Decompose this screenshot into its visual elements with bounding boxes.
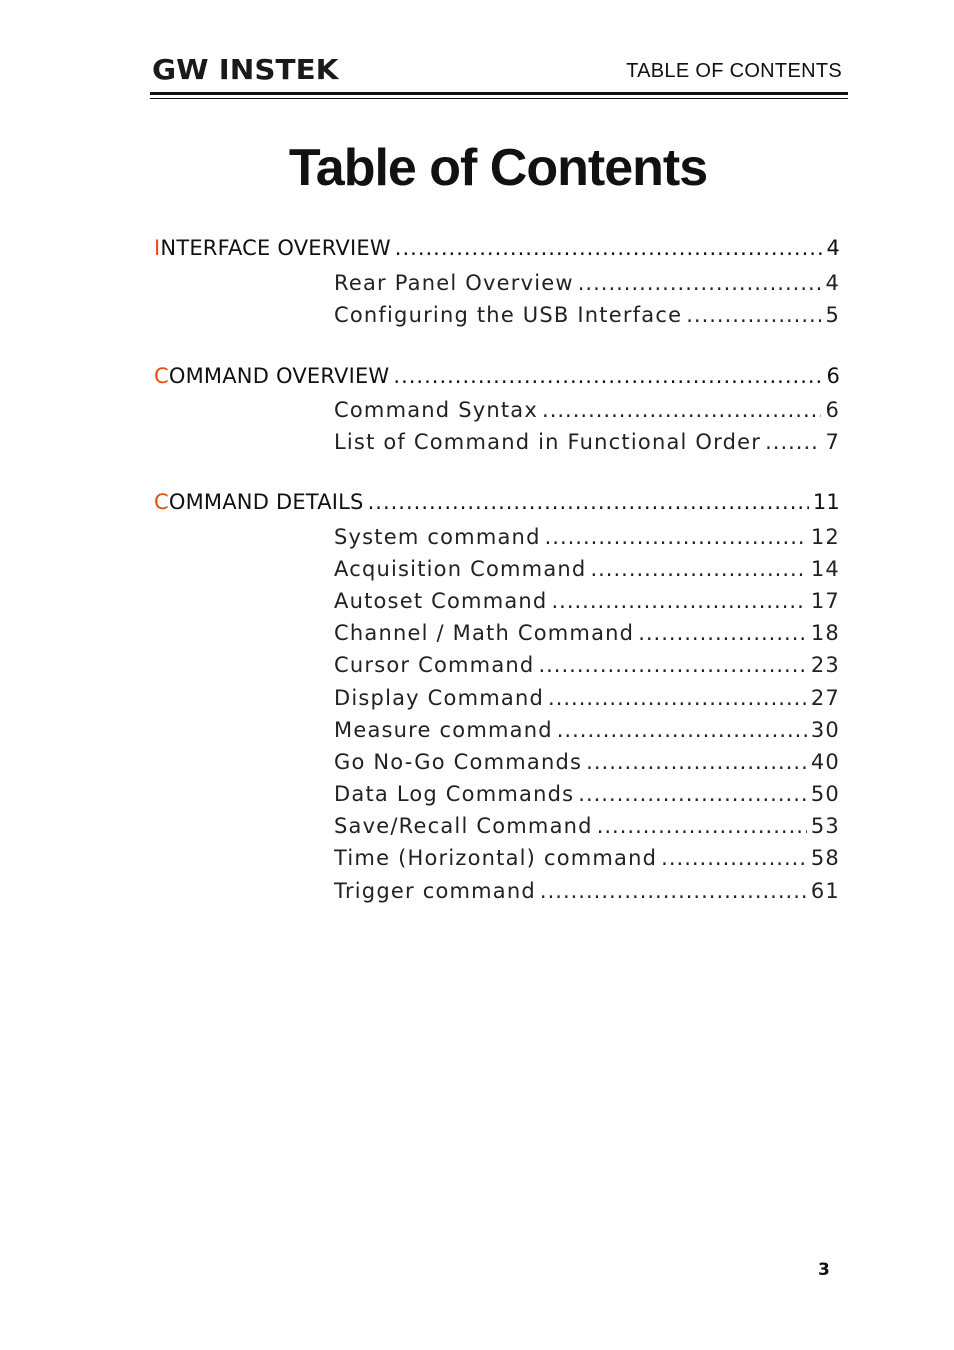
- item-label: Rear Panel Overview: [334, 271, 574, 295]
- item-page: 40: [810, 750, 840, 774]
- toc-item[interactable]: [334, 271, 840, 295]
- section-rest: OMMAND OVERVIEW: [168, 364, 390, 388]
- dot-leader: [765, 430, 821, 454]
- toc-item[interactable]: [334, 398, 840, 422]
- section-page: 6: [826, 364, 840, 388]
- item-page: 17: [810, 589, 840, 613]
- section-page: 11: [812, 490, 840, 514]
- toc-item[interactable]: [334, 814, 840, 838]
- toc-item[interactable]: [334, 782, 840, 806]
- toc-item[interactable]: [334, 750, 840, 774]
- item-label: Data Log Commands: [334, 782, 575, 806]
- toc-item[interactable]: [334, 653, 840, 677]
- item-page: 6: [825, 398, 840, 422]
- section-initial: I: [154, 236, 161, 260]
- page-number: 3: [818, 1260, 830, 1280]
- dot-leader: [578, 271, 822, 295]
- dot-leader: [638, 621, 807, 645]
- item-page: 12: [810, 525, 840, 549]
- section-page: 4: [826, 236, 840, 260]
- dot-leader: [538, 653, 806, 677]
- item-page: 23: [810, 653, 840, 677]
- dot-leader: [686, 303, 821, 327]
- section-initial: C: [154, 490, 169, 514]
- item-label: Command Syntax: [334, 398, 539, 422]
- gw-instek-logo: GW INSTEK: [152, 53, 339, 86]
- toc-section-command-details[interactable]: [154, 490, 840, 514]
- item-page: 61: [810, 879, 840, 903]
- item-page: 27: [810, 686, 840, 710]
- item-page: 7: [825, 430, 840, 454]
- item-page: 4: [825, 271, 840, 295]
- toc-item[interactable]: [334, 525, 840, 549]
- toc-item[interactable]: [334, 589, 840, 613]
- item-label: Measure command: [334, 718, 553, 742]
- item-label: Display Command: [334, 686, 545, 710]
- item-page: 53: [810, 814, 840, 838]
- item-page: 14: [810, 557, 840, 581]
- running-header: TABLE OF CONTENTS: [626, 60, 842, 82]
- toc-section-interface-overview[interactable]: [154, 236, 840, 260]
- item-label: Configuring the USB Interface: [334, 303, 683, 327]
- dot-leader: [590, 557, 806, 581]
- item-page: 5: [825, 303, 840, 327]
- page-title: Table of Contents: [288, 139, 708, 197]
- item-label: Channel / Math Command: [334, 621, 635, 645]
- section-initial: C: [154, 364, 169, 388]
- item-label: Autoset Command: [334, 589, 548, 613]
- section-rest: OMMAND DETAILS: [168, 490, 364, 514]
- dot-leader: [551, 589, 806, 613]
- item-label: Trigger command: [334, 879, 536, 903]
- toc-item[interactable]: [334, 718, 840, 742]
- item-label: List of Command in Functional Order: [334, 430, 762, 454]
- dot-leader: [548, 686, 807, 710]
- dot-leader: [393, 364, 822, 388]
- dot-leader: [395, 236, 823, 260]
- toc-item[interactable]: [334, 621, 840, 645]
- dot-leader: [661, 846, 807, 870]
- toc-item[interactable]: [334, 686, 840, 710]
- item-label: Acquisition Command: [334, 557, 587, 581]
- toc-section-command-overview[interactable]: [154, 364, 840, 388]
- dot-leader: [597, 814, 807, 838]
- section-label: [154, 236, 391, 260]
- item-label: Time (Horizontal) command: [334, 846, 658, 870]
- toc-item[interactable]: [334, 430, 840, 454]
- dot-leader: [578, 782, 807, 806]
- dot-leader: [586, 750, 807, 774]
- dot-leader: [540, 879, 807, 903]
- toc-item[interactable]: [334, 557, 840, 581]
- section-label: [154, 490, 364, 514]
- item-page: 18: [810, 621, 840, 645]
- section-rest: NTERFACE OVERVIEW: [160, 236, 391, 260]
- toc-item[interactable]: [334, 303, 840, 327]
- dot-leader: [542, 398, 821, 422]
- toc-item[interactable]: [334, 879, 840, 903]
- item-page: 50: [810, 782, 840, 806]
- item-label: System command: [334, 525, 541, 549]
- item-page: 58: [810, 846, 840, 870]
- item-page: 30: [810, 718, 840, 742]
- dot-leader: [545, 525, 807, 549]
- item-label: Cursor Command: [334, 653, 535, 677]
- dot-leader: [368, 490, 809, 514]
- dot-leader: [557, 718, 807, 742]
- item-label: Save/Recall Command: [334, 814, 593, 838]
- section-label: [154, 364, 389, 388]
- item-label: Go No-Go Commands: [334, 750, 583, 774]
- toc-item[interactable]: [334, 846, 840, 870]
